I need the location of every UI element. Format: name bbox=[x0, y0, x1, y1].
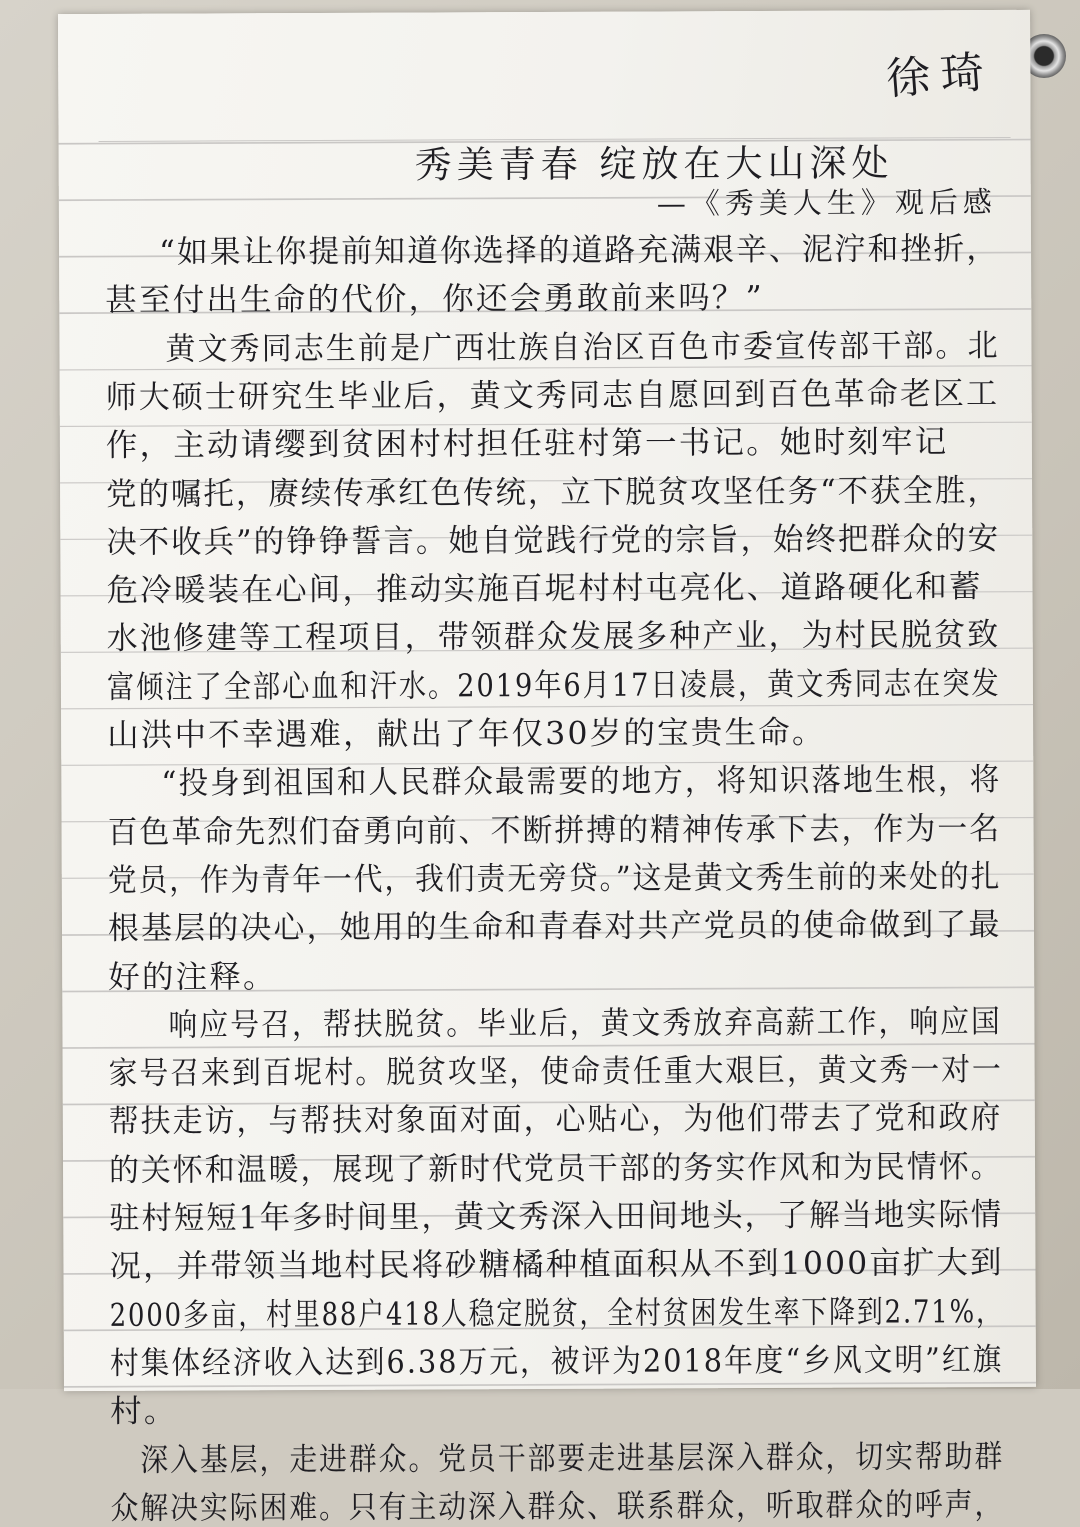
text-line: 响应号召，帮扶脱贫。毕业后，黄文秀放弃高薪工作，响应国 bbox=[168, 1003, 1002, 1044]
text-line: 帮扶走访，与帮扶对象面对面，心贴心，为他们带去了党和政府 bbox=[108, 1100, 1003, 1141]
text-line: 根基层的决心，她用的生命和青春对共产党员的使命做到了最 bbox=[107, 907, 1002, 948]
author-signature: 徐琦 bbox=[884, 46, 996, 106]
text-line: 党员，作为青年一代，我们责无旁贷。”这是黄文秀生前的来处的扎 bbox=[107, 858, 1002, 899]
text-line: “投身到祖国和人民群众最需要的地方，将知识落地生根，将 bbox=[161, 762, 1002, 802]
text-line: 百色革命先烈们奋勇向前、不断拼搏的精神传承下去，作为一名 bbox=[107, 810, 1002, 851]
text-line: 甚至付出生命的代价，你还会勇敢前来吗？” bbox=[105, 280, 764, 320]
text-line: 富倾注了全部心血和汗水。2019年6月17日凌晨，黄文秀同志在突发 bbox=[106, 665, 1001, 706]
text-line: “如果让你提前知道你选择的道路充满艰辛、泥泞和挫折， bbox=[158, 231, 1000, 271]
text-line: 黄文秀同志生前是广西壮族自治区百色市委宣传部干部。北 bbox=[165, 327, 1000, 368]
lined-paper-sheet bbox=[58, 10, 1036, 1527]
essay-title: 秀美青春 绽放在大山深处 bbox=[414, 141, 894, 187]
text-line: 水池修建等工程项目，带领群众发展多种产业，为村民脱贫致 bbox=[106, 617, 1001, 658]
text-line: 深入基层，走进群众。党员干部要走进基层深入群众，切实帮助群 bbox=[140, 1438, 1005, 1479]
text-line: 村集体经济收入达到6.38万元，被评为2018年度“乡风文明”红旗 bbox=[109, 1341, 1004, 1382]
text-line: 的关怀和温暖，展现了新时代党员干部的务实作风和为民情怀。 bbox=[108, 1148, 1003, 1189]
text-line: 众解决实际困难。只有主动深入群众、联系群众，听取群众的呼声， bbox=[110, 1486, 1005, 1527]
paper-header-area bbox=[58, 10, 1031, 142]
text-line: 况，并带领当地村民将砂糖橘种植面积从不到1000亩扩大到 bbox=[109, 1245, 1004, 1286]
text-line: 好的注释。 bbox=[108, 958, 277, 996]
text-line: 2000多亩，村里88户418人稳定脱贫，全村贫困发生率下降到2.71%， bbox=[109, 1293, 1004, 1334]
essay-subtitle: —《秀美人生》观后感 bbox=[656, 185, 997, 221]
text-line: 危冷暖装在心间，推动实施百坭村村屯亮化、道路硬化和蓄 bbox=[106, 569, 983, 610]
text-line: 村。 bbox=[110, 1393, 178, 1431]
text-line: 家号召来到百坭村。脱贫攻坚，使命责任重大艰巨，黄文秀一对一 bbox=[108, 1052, 1003, 1093]
text-line: 决不收兵”的铮铮誓言。她自觉践行党的宗旨，始终把群众的安 bbox=[106, 520, 1001, 561]
text-line: 党的嘱托，赓续传承红色传统，立下脱贫攻坚任务“不获全胜， bbox=[106, 472, 1001, 513]
text-line: 驻村短短1年多时间里，黄文秀深入田间地头，了解当地实际情 bbox=[109, 1197, 1004, 1237]
text-line: 山洪中不幸遇难，献出了年仅30岁的宝贵生命。 bbox=[107, 714, 826, 754]
text-line: 师大硕士研究生毕业后，黄文秀同志自愿回到百色革命老区工 bbox=[105, 375, 1000, 416]
text-line: 作，主动请缨到贫困村村担任驻村第一书记。她时刻牢记 bbox=[105, 424, 949, 465]
